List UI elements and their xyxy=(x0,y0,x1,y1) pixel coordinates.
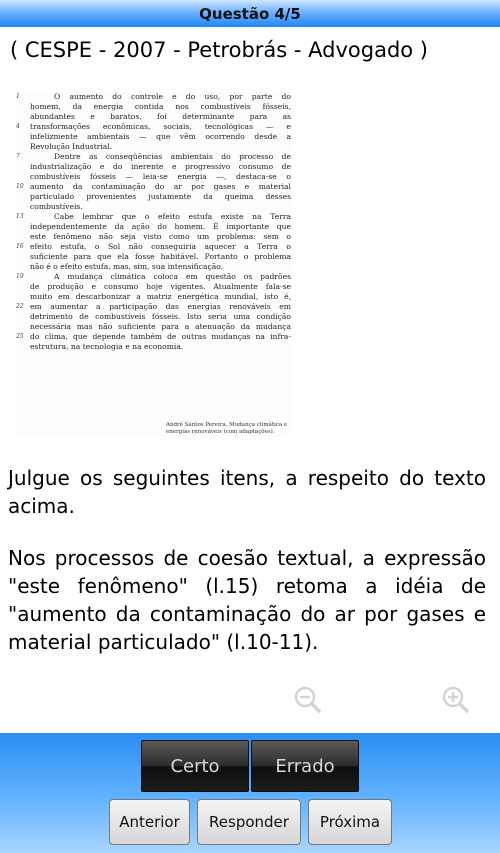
line-number: 1 xyxy=(16,93,20,100)
passage-line xyxy=(16,262,291,272)
passage-line xyxy=(16,102,291,112)
passage-line xyxy=(16,162,291,172)
passage-line xyxy=(16,212,291,222)
certo-button[interactable]: Certo xyxy=(141,740,249,792)
line-number xyxy=(16,222,30,232)
passage-attribution: André Santos Pereira. Mudança climática e energias renováveis (com adaptações). xyxy=(166,422,288,435)
line-number xyxy=(16,132,30,142)
line-number: 16 xyxy=(16,243,24,250)
passage-line xyxy=(16,292,291,302)
line-text: A mudança climática coloca em questão os padrões xyxy=(54,272,291,281)
line-number xyxy=(16,162,30,172)
line-text: detrimento de combustíveis fósseis. Isto seria uma condição xyxy=(30,312,291,321)
line-text: industrialização e do inerente e progressivo consumo de xyxy=(30,162,291,171)
line-number xyxy=(16,282,30,292)
line-number xyxy=(16,342,30,352)
line-text: este fenômeno não seja visto como um problema: sem o xyxy=(30,232,291,241)
line-text: transformações econômicas, sociais, tecnológicas — e xyxy=(30,122,291,131)
question-statement: Nos processos de coesão textual, a expressão "este fenômeno" (l.15) retoma a idéia de "aumento da contaminação do ar por gases e material particulado" (l.10-11). xyxy=(8,546,486,654)
line-number xyxy=(16,252,30,262)
line-text: de produção e consumo hoje vigentes. Atualmente fala-se xyxy=(30,282,291,291)
line-number: 19 xyxy=(16,273,24,280)
passage-line xyxy=(16,152,291,162)
line-number xyxy=(16,232,30,242)
line-text: do clima, que depende também de outras mudanças na infra- xyxy=(30,332,291,341)
passage-line xyxy=(16,242,291,252)
passage-line xyxy=(16,312,291,322)
line-number: 13 xyxy=(16,213,24,220)
passage-line xyxy=(16,112,291,122)
line-text: aumento da contaminação do ar por gases e material xyxy=(30,182,291,191)
line-number xyxy=(16,142,30,152)
passage-line xyxy=(16,142,291,152)
question-source: ( CESPE - 2007 - Petrobrás - Advogado ) xyxy=(10,38,429,62)
passage-line xyxy=(16,332,291,342)
proxima-button[interactable]: Próxima xyxy=(308,799,392,845)
passage-line xyxy=(16,232,291,242)
passage-line xyxy=(16,252,291,262)
line-text: muito em descarbonizar a matriz energética mundial, isto é, xyxy=(30,292,291,301)
line-number: 25 xyxy=(16,333,24,340)
errado-button[interactable]: Errado xyxy=(251,740,359,792)
line-text: independentemente da ação do homem. É importante que xyxy=(30,222,291,231)
line-number xyxy=(16,102,30,112)
line-number xyxy=(16,202,30,212)
passage-line xyxy=(16,192,291,202)
line-text: em aumentar a participação das energias renováveis em xyxy=(30,302,291,311)
line-text: Dentre as conseqüências ambientais do processo de xyxy=(54,152,291,161)
line-text: estrutura, na tecnologia e na economia. xyxy=(30,342,184,351)
line-number: 7 xyxy=(16,153,20,160)
line-text: combustíveis. xyxy=(30,202,83,211)
zoom-out-icon[interactable] xyxy=(288,680,328,720)
line-text: abundantes e baratos, foi determinante para as xyxy=(30,112,291,121)
passage-text xyxy=(16,92,291,352)
line-text: infelizmente ambientais — que vêm ocorrendo desde a xyxy=(30,132,291,141)
passage-line xyxy=(16,302,291,312)
passage-image xyxy=(16,92,291,437)
anterior-button[interactable]: Anterior xyxy=(109,799,190,845)
passage-line xyxy=(16,272,291,282)
line-text: Revolução Industrial. xyxy=(30,142,113,151)
line-text: suficiente para que ela fosse habitável. Portanto o problema xyxy=(30,252,291,261)
line-number: 4 xyxy=(16,123,20,130)
line-text: O aumento do controle e do uso, por parte do xyxy=(54,92,291,101)
responder-button[interactable]: Responder xyxy=(197,799,301,845)
passage-line xyxy=(16,172,291,182)
passage-line xyxy=(16,222,291,232)
line-number xyxy=(16,192,30,202)
top-bar xyxy=(0,0,500,27)
zoom-in-icon[interactable] xyxy=(436,680,476,720)
line-text: efeito estufa, o Sol não conseguiria aquecer a Terra o xyxy=(30,242,291,251)
line-number xyxy=(16,112,30,122)
line-text: combustíveis fósseis — leia-se energia —, destaca-se o xyxy=(30,172,291,181)
line-number xyxy=(16,292,30,302)
question-counter: Questão 4/5 xyxy=(199,4,301,23)
passage-line xyxy=(16,132,291,142)
line-number xyxy=(16,312,30,322)
line-text: não é o efeito estufa, mas, sim, sua intensificação. xyxy=(30,262,224,271)
line-text: homem, da energia contida nos combustíveis fósseis, xyxy=(30,102,291,111)
line-number xyxy=(16,262,30,272)
passage-line xyxy=(16,122,291,132)
line-number: 10 xyxy=(16,183,24,190)
line-text: Cabe lembrar que o efeito estufa existe na Terra xyxy=(54,212,291,221)
passage-line xyxy=(16,92,291,102)
passage-line xyxy=(16,282,291,292)
line-number xyxy=(16,322,30,332)
line-number xyxy=(16,172,30,182)
passage-line xyxy=(16,202,291,212)
passage-line xyxy=(16,182,291,192)
line-text: necessária mas não suficiente para a atenuação da mudança xyxy=(30,322,291,331)
passage-line xyxy=(16,322,291,332)
line-text: particulado provenientes justamente da queima desses xyxy=(30,192,291,201)
line-number: 22 xyxy=(16,303,24,310)
passage-line xyxy=(16,342,291,352)
question-intro: Julgue os seguintes itens, a respeito do texto acima. xyxy=(8,466,486,518)
